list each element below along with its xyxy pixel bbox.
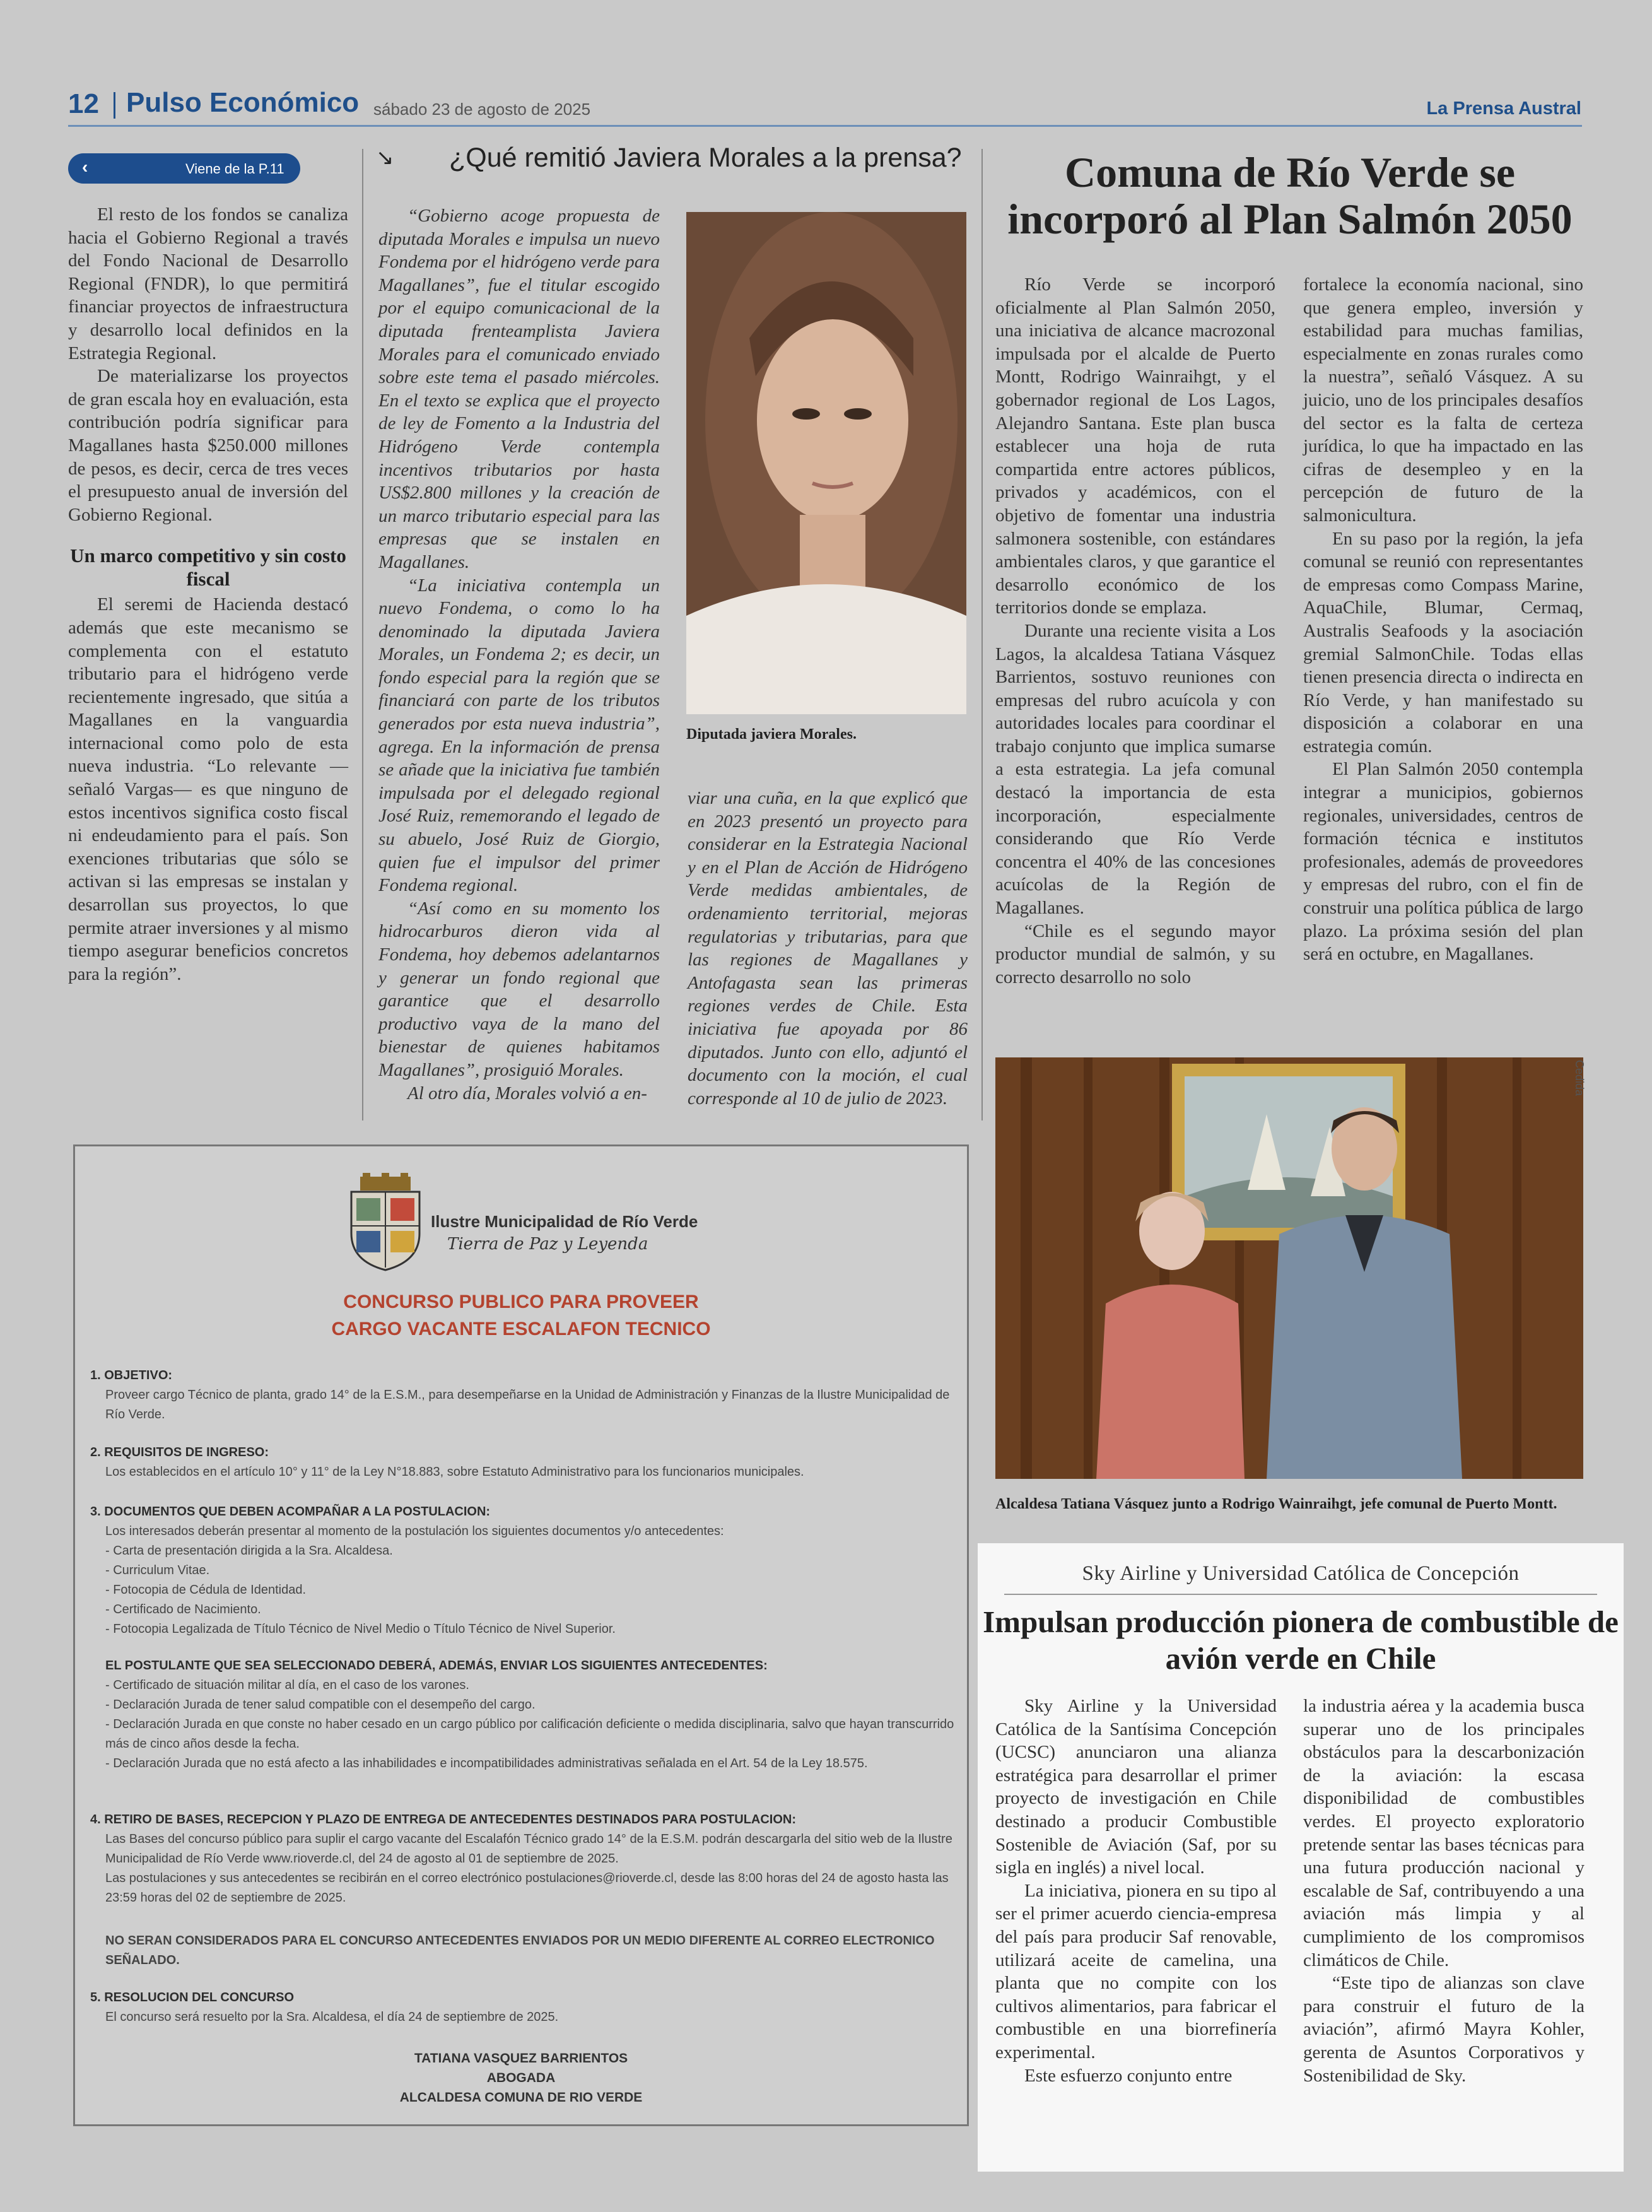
sky-column-2: [1303, 1695, 1585, 2087]
sky-title: Impulsan producción pionera de combustible de avión verde en Chile: [983, 1604, 1619, 1676]
ad-list-item: - Carta de presentación dirigida a la Sra. Alcaldesa.: [105, 1544, 393, 1558]
ad-list-item: - Fotocopia de Cédula de Identidad.: [105, 1583, 306, 1597]
chevron-left-icon: ‹: [82, 157, 88, 177]
ad-section-body: El concurso será resuelto por la Sra. Alcaldesa, el día 24 de septiembre de 2025.: [105, 2010, 559, 2024]
left-article-column: [68, 203, 348, 985]
header-separator: [114, 92, 115, 119]
meeting-photo-caption: Alcaldesa Tatiana Vásquez junto a Rodrigo Wainraihgt, jefe comunal de Puerto Montt.: [995, 1496, 1557, 1512]
rio-verde-paragraph: El Plan Salmón 2050 contempla integrar a municipios, gobiernos regionales, universidades, centros de formación técnica e institutos profesionales, además de proveedores y empresas del rubro, con el fin de construir una política pública de largo plazo. La próxima sesión del plan será en octubre, en Magallanes.: [1303, 759, 1583, 965]
javiera-paragraph: “Así como en su momento los hidrocarburos dieron vida al Fondema, hoy debemos adelantarnos y generar un fondo regional que garantice que el desarrollo productivo vaya de la mano del bienestar de quienes habitamos Magallanes”, prosiguió Morales.: [378, 898, 660, 1080]
rio-verde-column-1: [995, 273, 1275, 989]
photo-credit: Cedida: [1573, 1060, 1586, 1097]
ad-list-item: - Declaración Jurada en que conste no haber cesado en un cargo público por calificación deficiente o medida disciplinaria, salvo que hayan transcurrido más de cinco años desde la fecha.: [105, 1717, 954, 1751]
rio-verde-paragraph: “Chile es el segundo mayor productor mundial de salmón, y su correcto desarrollo no solo: [995, 921, 1275, 987]
javiera-morales-photo: [686, 212, 966, 714]
sky-paragraph: la industria aérea y la academia busca superar uno de los principales obstáculos para la descarbonización de la aviación: la escasa disponibilidad de combustibles verdes. El proyecto exploratorio pretende sentar las bases técnicas para una futura producción nacional y escalable de Saf, contribuyendo a una aviación más limpia y al cumplimiento de los compromisos climáticos de Chile.: [1303, 1696, 1585, 1970]
rio-verde-column-2: [1303, 273, 1583, 966]
sky-column-1: [995, 1695, 1277, 2087]
publication-name: La Prensa Austral: [1426, 98, 1581, 119]
rio-verde-title: Comuna de Río Verde se incorporó al Plan Salmón 2050: [1007, 148, 1573, 243]
ad-list-item: - Curriculum Vitae.: [105, 1563, 210, 1577]
sky-paragraph: Este esfuerzo conjunto entre: [1024, 2065, 1233, 2086]
portrait-illustration: [686, 212, 966, 714]
header-rule: [68, 125, 1582, 127]
ad-list-item: - Declaración Jurada de tener salud compatible con el desempeño del cargo.: [105, 1698, 536, 1712]
ad-section-heading: 3. DOCUMENTOS QUE DEBEN ACOMPAÑAR A LA POSTULACION:: [90, 1505, 491, 1519]
arrow-down-right-icon: ↘: [376, 145, 394, 170]
ad-section-heading: 4. RETIRO DE BASES, RECEPCION Y PLAZO DE ENTREGA DE ANTECEDENTES DESTINADOS PARA POSTULACION:: [90, 1813, 797, 1827]
municipal-job-ad: [73, 1144, 969, 2126]
ad-section-seleccionado: [90, 1656, 954, 1774]
ad-section-heading: 1. OBJETIVO:: [90, 1368, 173, 1382]
ad-org-name: Ilustre Municipalidad de Río Verde: [431, 1212, 698, 1231]
javiera-paragraph: viar una cuña, en la que explicó que en 2023 presentó un proyecto para considerar en la Estrategia Nacional y en el Plan de Acción de Hidrógeno Verde medidas ambientales, de ordenamiento territorial, mejoras regulatorias y tributarias, para que las regiones de Magallanes y Antofagasta sean las primeras regiones verdes de Chile. Esta iniciativa fue apoyada por 86 diputados. Junto con ello, adjuntó el documento con la moción, el cual corresponde al 10 de julio de 2023.: [688, 788, 968, 1109]
municipal-crest-icon: [348, 1173, 423, 1271]
ad-section-heading: 5. RESOLUCION DEL CONCURSO: [90, 1991, 294, 2004]
rio-verde-paragraph: fortalece la economía nacional, sino que genera empleo, inversión y estabilidad para muchas familias, especialmente en zonas rurales como la nuestra”, señaló Vásquez. A su juicio, uno de los principales desafíos del sector es la falta de certeza jurídica, lo que ha impactado en las cifras de desempleo y en la percepción de futuro de la salmonicultura.: [1303, 274, 1583, 526]
ad-section-documentos: [90, 1502, 954, 1639]
ad-signatory-name: TATIANA VASQUEZ BARRIENTOS: [414, 2051, 628, 2066]
ad-section-heading: EL POSTULANTE QUE SEA SELECCIONADO DEBERÁ, ADEMÁS, ENVIAR LOS SIGUIENTES ANTECEDENTES:: [105, 1659, 768, 1673]
sky-paragraph: La iniciativa, pionera en su tipo al ser el primer acuerdo ciencia-empresa del país para producir Saf renovable, utilizará aceite de camelina, una planta que no compite con los cultivos alimentarios, para fabricar el combustible en una biorrefinería experimental.: [995, 1880, 1277, 2062]
javiera-photo-caption: Diputada javiera Morales.: [686, 726, 857, 743]
javiera-heading: ¿Qué remitió Javiera Morales a la prensa?: [449, 143, 962, 173]
left-subhead: Un marco competitivo y sin costo fiscal: [70, 544, 346, 591]
ad-list-item: - Declaración Jurada que no está afecto a las inhabilidades e incompatibilidades administrativas señalada en el Art. 54 de la Ley 18.575.: [105, 1756, 868, 1770]
ad-list-item: - Certificado de Nacimiento.: [105, 1603, 261, 1616]
javiera-column-1: [378, 204, 660, 1105]
sky-kicker: Sky Airline y Universidad Católica de Concepción: [1082, 1562, 1520, 1585]
ad-section-body: Las postulaciones y sus antecedentes se recibirán en el correo electrónico postulaciones@rioverde.cl, desde las 8:00 horas del 24 de agosto hasta las 23:59 horas del 02 de septiembre de 2025.: [105, 1871, 949, 1905]
left-paragraph: El seremi de Hacienda destacó además que este mecanismo se complementa con el estatuto tributario para el hidrógeno verde recientemente ingresado, que sitúa a Magallanes en la vanguardia internacional como polo de esta nueva industria. “Lo relevante —señaló Vargas— es que ninguno de estos incentivos significa costo fiscal ni endeudamiento para el país. Son exenciones tributarias que sólo se activan si las empresas se instalan y desarrollan sus proyectos, lo que permite atraer inversiones y al mismo tiempo asegurar beneficios concretos para la región”.: [68, 594, 348, 984]
page-number: 12: [68, 88, 99, 119]
javiera-paragraph: “La iniciativa contempla un nuevo Fondema, o como lo ha denominado la diputada Javiera Morales, un Fondema 2; es decir, un fondo especial para la región que se financiará con parte de los tributos generados por esta nueva industria”, agrega. En la información de prensa se añade que la iniciativa fue también impulsada por el delegado regional José Ruiz, rememorando el legado de su abuelo, José Ruiz de Giorgio, quien fue el impulsor del primer Fondema regional.: [378, 575, 660, 896]
sky-article-box: [978, 1543, 1624, 2172]
meeting-photo: [995, 1057, 1583, 1479]
rio-verde-paragraph: Durante una reciente visita a Los Lagos, la alcaldesa Tatiana Vásquez Barrientos, sostuvo reuniones con empresas del rubro acuícola y con autoridades locales para coordinar el trabajo conjunto que implica sumarse a esta estrategia. La jefa comunal destacó la importancia de esta incorporación, especialmente considerando que Río Verde concentra el 40% de las concesiones acuícolas de la Región de Magallanes.: [995, 620, 1275, 919]
ad-section-resolucion: [90, 1988, 954, 2027]
javiera-paragraph: Al otro día, Morales volvió a en-: [407, 1083, 647, 1103]
ad-slogan: Tierra de Paz y Leyenda: [447, 1235, 648, 1254]
ad-signatory-title: ABOGADA: [486, 2071, 556, 2085]
ad-notice-text: NO SERAN CONSIDERADOS PARA EL CONCURSO ANTECEDENTES ENVIADOS POR UN MEDIO DIFERENTE AL CORREO ELECTRONICO SEÑALADO.: [105, 1934, 935, 1967]
ad-section-body: Proveer cargo Técnico de planta, grado 14° de la E.S.M., para desempeñarse en la Unidad de Administración y Finanzas de la Ilustre Municipalidad de Río Verde.: [105, 1388, 950, 1421]
ad-title-line-2: CARGO VACANTE ESCALAFON TECNICO: [331, 1319, 711, 1339]
ad-section-body: Los interesados deberán presentar al momento de la postulación los siguientes documentos y/o antecedentes:: [105, 1524, 724, 1538]
section-name: Pulso Económico: [126, 87, 360, 118]
ad-signatory-office: ALCALDESA COMUNA DE RIO VERDE: [399, 2090, 643, 2105]
ad-section-heading: 2. REQUISITOS DE INGRESO:: [90, 1445, 269, 1459]
rio-verde-paragraph: En su paso por la región, la jefa comunal se reunió con representantes de empresas como Compass Marine, AquaChile, Blumar, Cermaq, Australis Seafoods y la asociación gremial SalmonChile. Todas ellas tienen presencia directa o indirecta en Río Verde, y han manifestado su disposición a colaborar en una estrategia común.: [1303, 528, 1583, 756]
ad-title-line-1: CONCURSO PUBLICO PARA PROVEER: [343, 1291, 699, 1312]
left-paragraph: El resto de los fondos se canaliza hacia el Gobierno Regional a través del Fondo Nacional de Desarrollo Regional (FNDR), lo que permitirá financiar proyectos de infraestructura y desarrollo local definidos en la Estrategia Regional.: [68, 204, 348, 363]
left-paragraph: De materializarse los proyectos de gran escala hoy en evaluación, esta contribución podría significar para Magallanes hasta $250.000 millones de pesos, es decir, cerca de tres veces el presupuesto anual de inversión del Gobierno Regional.: [68, 366, 348, 525]
sky-kicker-rule: [1004, 1594, 1597, 1595]
continued-label: Viene de la P.11: [185, 161, 284, 177]
continued-from-badge[interactable]: [68, 153, 300, 184]
ad-section-objetivo: [90, 1366, 954, 1425]
sky-paragraph: Sky Airline y la Universidad Católica de la Santísima Concepción (UCSC) anunciaron una alianza estratégica para desarrollar el primer proyecto de investigación en Chile destinado a producir Combustible Sostenible de Aviación (Saf, por su sigla en inglés) a nivel local.: [995, 1696, 1277, 1878]
ad-section-body: Las Bases del concurso público para suplir el cargo vacante del Escalafón Técnico grado 14° de la E.S.M. podrán descargarla del sitio web de la Ilustre Municipalidad de Río Verde www.rioverde.cl, del 24 de agosto al 01 de septiembre de 2025.: [105, 1832, 952, 1866]
javiera-paragraph: “Gobierno acoge propuesta de diputada Morales e impulsa un nuevo Fondema por el hidrógeno verde para Magallanes”, fue el titular escogido por el equipo comunicacional de la diputada frenteamplista Javiera Morales para el comunicado enviado sobre este tema el pasado miércoles. En el texto se explica que el proyecto de ley de Fomento a la Industria del Hidrógeno Verde contempla incentivos tributarios por hasta US$2.800 millones y la creación de un marco tributario especial para las empresas que se instalen en Magallanes.: [378, 206, 660, 572]
ad-section-body: Los establecidos en el artículo 10° y 11° de la Ley N°18.883, sobre Estatuto Administrativo para los funcionarios municipales.: [105, 1465, 804, 1479]
ad-notice: [90, 1931, 954, 1970]
ad-list-item: - Fotocopia Legalizada de Título Técnico de Nivel Medio o Título Técnico de Nivel Superior.: [105, 1622, 616, 1636]
column-divider: [981, 149, 983, 1121]
sky-paragraph: “Este tipo de alianzas son clave para construir el futuro de la aviación”, afirmó Mayra Kohler, gerenta de Asuntos Corporativos y Sostenibilidad de Sky.: [1303, 1973, 1585, 2086]
rio-verde-paragraph: Río Verde se incorporó oficialmente al Plan Salmón 2050, una iniciativa de alcance macrozonal impulsada por el alcalde de Puerto Montt, Rodrigo Wainraihgt, y el gobernador regional de Los Lagos, Alejandro Santana. Este plan busca establecer una hoja de ruta compartida entre actores públicos, privados y académicos, con el objetivo de fomentar una industria salmonera sostenible, con estándares ambientales claros, y que garantice el desarrollo económico de los territorios donde se emplaza.: [995, 274, 1275, 618]
meeting-illustration: [995, 1057, 1583, 1479]
column-divider: [362, 149, 363, 1121]
issue-date: sábado 23 de agosto de 2025: [373, 100, 591, 119]
ad-section-bases: [90, 1810, 954, 1908]
javiera-column-2: [688, 787, 968, 1110]
ad-section-requisitos: [90, 1443, 954, 1482]
ad-list-item: - Certificado de situación militar al día, en el caso de los varones.: [105, 1678, 469, 1692]
